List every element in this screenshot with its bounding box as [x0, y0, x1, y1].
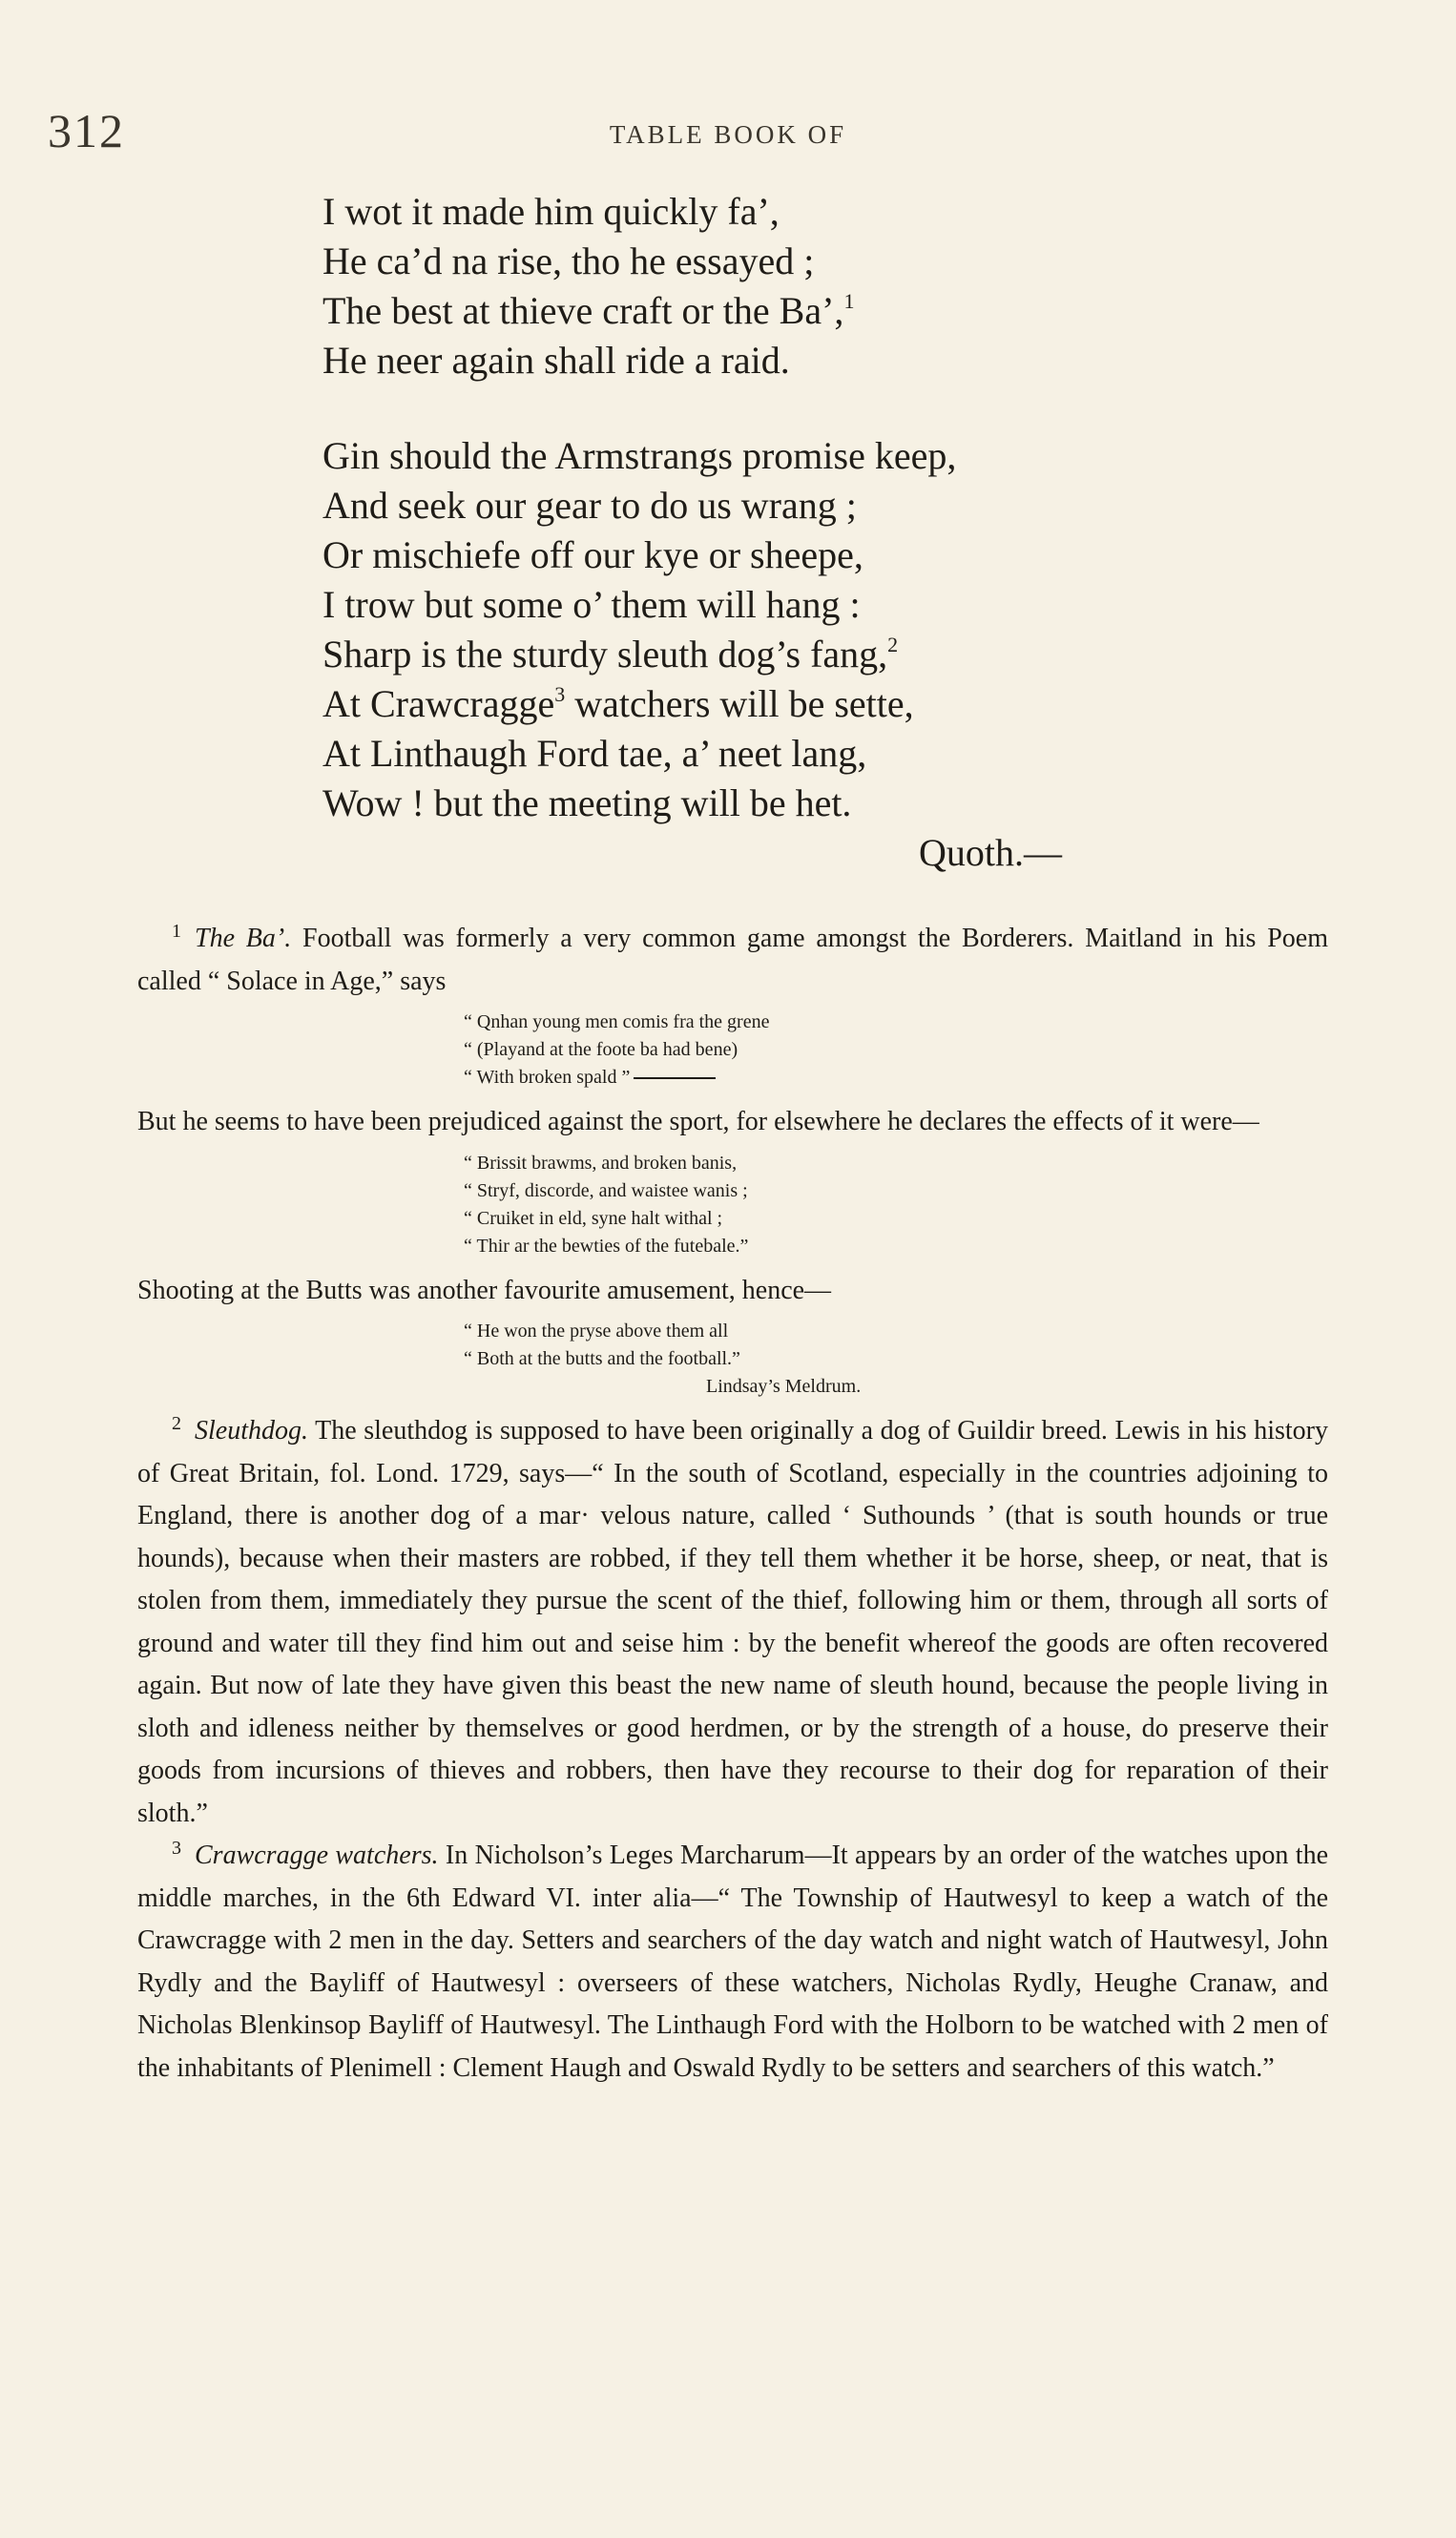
footnotes	[137, 918, 1328, 2090]
footnote-text: In Nicholson’s Leges Marcharum—It appears by an order of the watches upon the middle marches, in the 6th Edward VI. inter alia—“ The Township of Hautwesyl to keep a watch of the Crawcragge with 2 men in the day. Setters and searchers of the day watch and night watch of Hautwesyl, John Rydly and the Bayliff of Hautwesyl : overseers of these watchers, Nicholas Rydly, Heughe Cranaw, and Nicholas Blenkinsop Bayliff of Hautwesyl. The Linthaugh Ford with the Holborn to be watched with 2 men of the inhabitants of Plenimell : Clement Haugh and Oswald Rydly to be setters and searchers of this watch.”	[137, 1841, 1328, 2083]
footnote-term: Sleuthdog.	[195, 1416, 308, 1446]
footnote-2	[137, 1410, 1328, 1835]
verse-line: Wow ! but the meeting will be het.	[322, 781, 852, 824]
footnote-term: The Ba’.	[195, 924, 292, 953]
footnote-3	[137, 1835, 1328, 2090]
quote-line: “ Thir ar the bewties of the futebale.”	[464, 1235, 749, 1257]
verse-line	[322, 286, 1086, 336]
verse-line	[322, 630, 1086, 679]
stanza-2	[322, 431, 1086, 828]
quote-line-text: “ With broken spald ”	[464, 1067, 631, 1088]
quote-maitland	[137, 1009, 1328, 1092]
verse-line: He ca’d na rise, tho he essayed ;	[322, 239, 815, 282]
quote-meldrum	[137, 1318, 1328, 1401]
verse-line: I trow but some o’ them will hang :	[322, 583, 861, 626]
footnote-ref-2: 2	[887, 633, 899, 656]
stanza-1	[322, 187, 1086, 385]
verse-line-text: At Crawcragge	[322, 682, 555, 725]
quote-line: “ Both at the butts and the football.”	[464, 1348, 740, 1369]
quote-line: “ Brissit brawms, and broken banis,	[464, 1152, 738, 1174]
verse-line	[322, 679, 1086, 729]
footnote-ref-1: 1	[843, 289, 855, 313]
page-number: 312	[48, 104, 125, 157]
quote-line	[464, 1064, 1328, 1092]
footnote-text: The sleuthdog is supposed to have been originally a dog of Guildir breed. Lewis in his history of Great Britain, fol. Lond. 1729, says—“ In the south of Scotland, especially in the countries adjoining to England, there is another dog of a mar· velous nature, called ‘ Suthounds ’ (that is south hounds or true hounds), because when their masters are robbed, if they tell them whether it be horse, sheep, or neat, that is stolen from them, immediately they pursue the scent of the thief, following him or them, through all sorts of ground and water till they find him out and seise him : by the benefit whereof the goods are often recovered again. But now of late they have given this beast the new name of sleuth hound, because the people living in sloth and idleness neither by themselves or good herdmen, or by the strength of a house, do preserve their goods from incursions of thieves and robbers, then have they recourse to their dog for reparation of their sloth.”	[137, 1416, 1328, 1828]
verse-line: I wot it made him quickly fa’,	[322, 190, 780, 233]
ballad-verses	[322, 187, 1086, 878]
quote-line: “ Stryf, discorde, and waistee wanis ;	[464, 1179, 748, 1201]
verse-line-text: The best at thieve craft or the Ba’,	[322, 289, 844, 332]
quote-line: “ Qnhan young men comis fra the grene	[464, 1011, 770, 1032]
verse-line: He neer again shall ride a raid.	[322, 339, 790, 382]
quote-line: “ (Playand at the foote ba had bene)	[464, 1039, 738, 1060]
verse-line-text: watchers will be sette,	[565, 682, 914, 725]
footnote-text: But he seems to have been prejudiced against the sport, for elsewhere he declares the effects of it were—	[137, 1107, 1259, 1136]
quote-effects	[137, 1150, 1328, 1260]
verse-line-text: Sharp is the sturdy sleuth dog’s fang,	[322, 633, 888, 676]
footnote-number: 1	[172, 921, 181, 942]
footnote-number: 3	[172, 1838, 181, 1859]
footnote-text: Football was formerly a very common game amongst the Borderers. Maitland in his Poem called “ Solace in Age,” says	[137, 924, 1328, 996]
footnote-term: Crawcragge watchers.	[195, 1841, 439, 1870]
verse-line: Or mischiefe off our kye or sheepe,	[322, 533, 863, 576]
quote-line: “ Cruiket in eld, syne halt withal ;	[464, 1207, 723, 1229]
footnote-1	[137, 918, 1328, 1003]
page-header	[0, 104, 1456, 157]
footnote-number: 2	[172, 1413, 181, 1434]
quoth-signoff: Quoth.—	[919, 831, 1062, 874]
dash-rule	[634, 1077, 716, 1079]
footnote-text: Shooting at the Butts was another favourite amusement, hence—	[137, 1275, 832, 1305]
quote-line: “ He won the pryse above them all	[464, 1321, 729, 1342]
verse-line: At Linthaugh Ford tae, a’ neet lang,	[322, 732, 867, 775]
verse-line: Gin should the Armstrangs promise keep,	[322, 434, 957, 477]
verse-line: And seek our gear to do us wrang ;	[322, 484, 857, 527]
quote-attribution: Lindsay’s Meldrum.	[706, 1376, 862, 1397]
footnote-ref-3: 3	[554, 682, 566, 706]
running-head: TABLE BOOK OF	[609, 120, 847, 149]
